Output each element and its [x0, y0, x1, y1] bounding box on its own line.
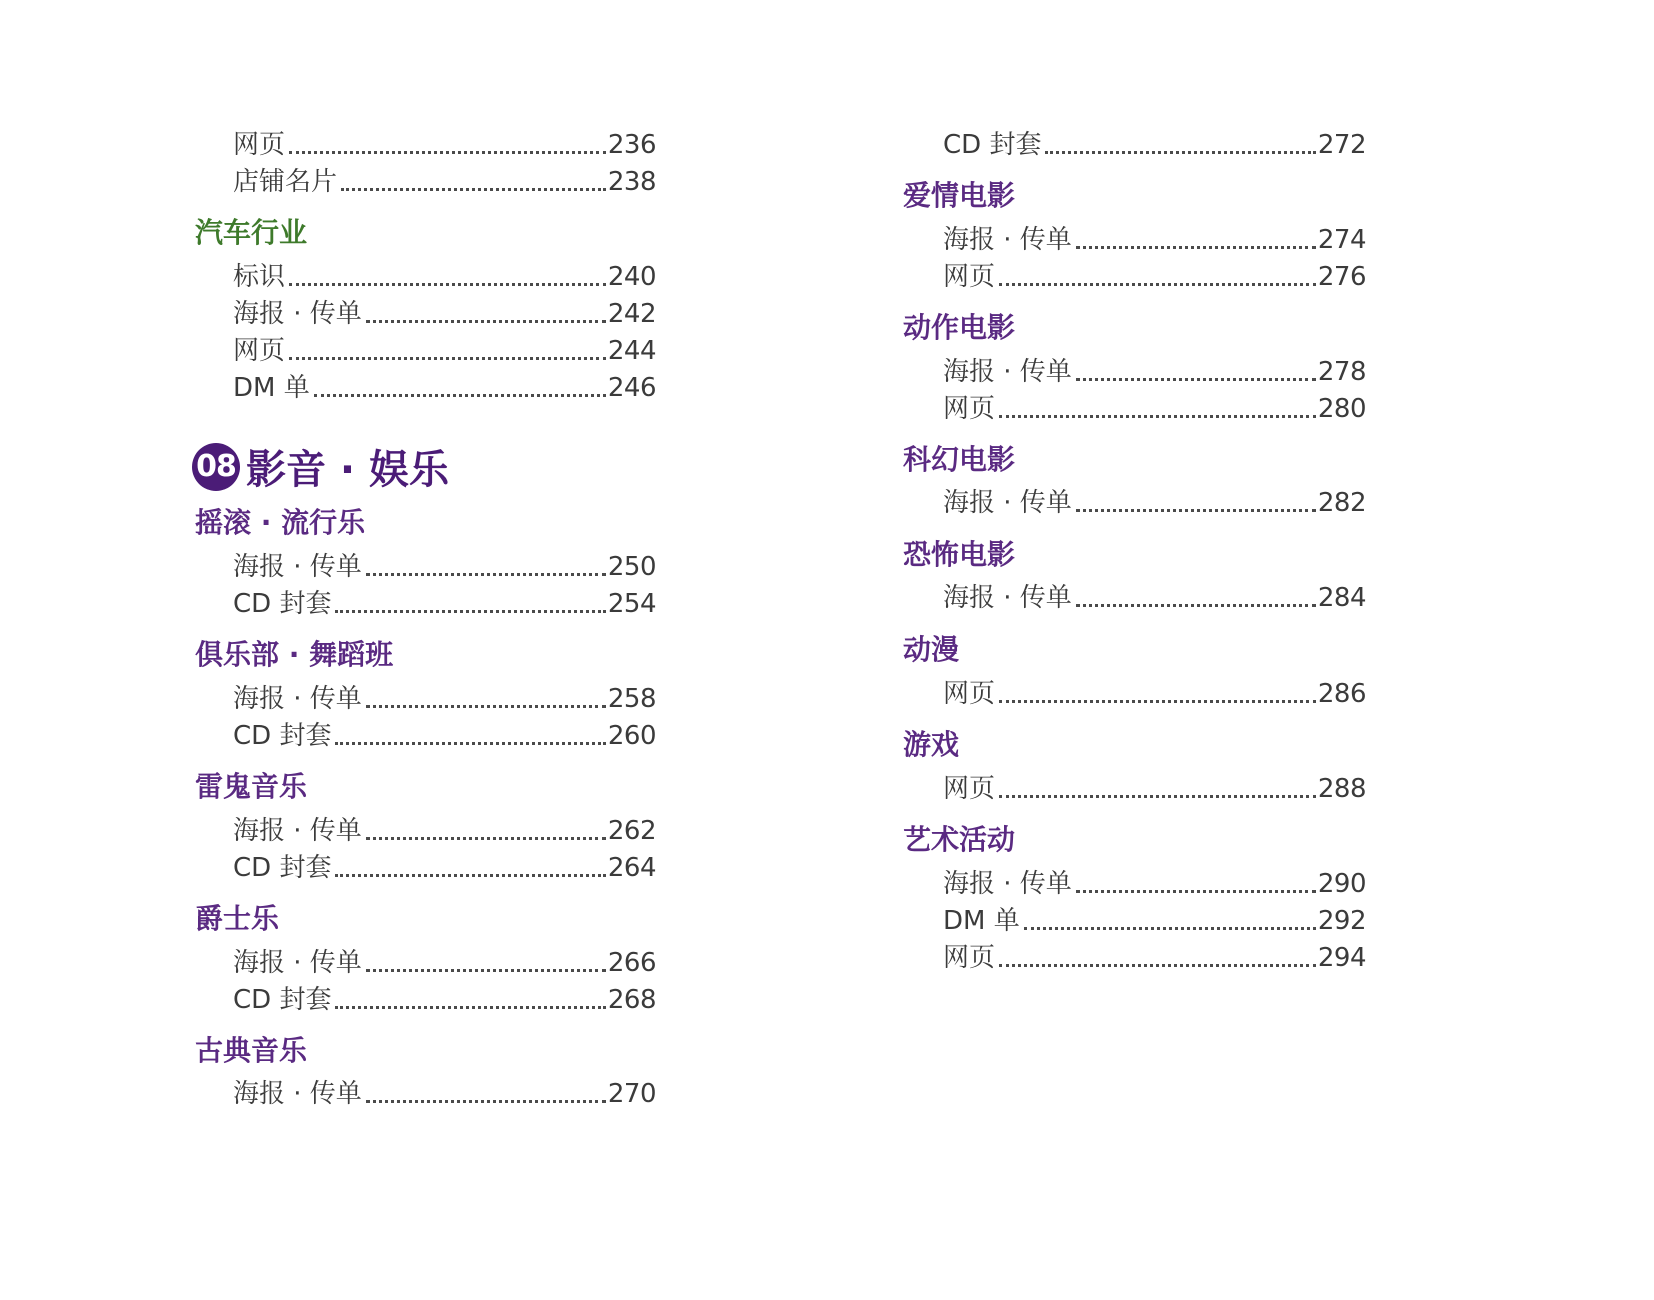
toc-page-number: 268	[607, 985, 656, 1015]
toc-page-number: 290	[1317, 869, 1366, 899]
toc-entry[interactable]	[943, 124, 1366, 160]
toc-entry-label: 海报 · 传单	[943, 869, 1072, 899]
toc-entry[interactable]	[943, 256, 1366, 292]
toc-page-number: 288	[1317, 774, 1366, 804]
dot-leader	[289, 357, 606, 360]
toc-entry-label: 海报 · 传单	[233, 1079, 362, 1109]
section-heading: 科幻电影	[903, 443, 1016, 476]
toc-entry[interactable]	[233, 678, 656, 714]
toc-page-number: 264	[607, 853, 656, 883]
chapter-number-badge: 08	[192, 443, 240, 491]
section-heading: 摇滚 · 流行乐	[195, 506, 366, 539]
toc-entry[interactable]	[943, 673, 1366, 709]
section-heading: 雷鬼音乐	[195, 770, 308, 803]
toc-entry-label: CD 封套	[233, 985, 332, 1015]
dot-leader	[289, 151, 606, 154]
toc-entry[interactable]	[943, 388, 1366, 424]
toc-entry[interactable]	[943, 900, 1366, 936]
toc-entry[interactable]	[943, 482, 1366, 518]
dot-leader	[335, 610, 605, 613]
toc-entry-label: 海报 · 传单	[233, 948, 362, 978]
toc-entry-label: CD 封套	[233, 721, 332, 751]
dot-leader	[341, 188, 606, 191]
toc-page-number: 274	[1317, 225, 1366, 255]
section-heading: 动作电影	[903, 311, 1016, 344]
toc-entry[interactable]	[943, 937, 1366, 973]
toc-entry-label: 海报 · 传单	[233, 816, 362, 846]
toc-entry[interactable]	[943, 219, 1366, 255]
dot-leader	[366, 320, 606, 323]
dot-leader	[999, 283, 1316, 286]
toc-entry[interactable]	[233, 330, 656, 366]
section-heading: 游戏	[903, 728, 960, 761]
dot-leader	[289, 283, 606, 286]
toc-entry[interactable]	[233, 942, 656, 978]
dot-leader	[999, 964, 1316, 967]
toc-entry-label: 网页	[233, 130, 286, 160]
toc-entry[interactable]	[233, 847, 656, 883]
toc-page-number: 286	[1317, 679, 1366, 709]
toc-entry-label: 海报 · 传单	[943, 583, 1072, 613]
dot-leader	[366, 1100, 606, 1103]
toc-entry[interactable]	[233, 715, 656, 751]
toc-entry[interactable]	[943, 577, 1366, 613]
section-heading: 古典音乐	[195, 1034, 308, 1067]
dot-leader	[335, 742, 605, 745]
chapter-title: 影音 · 娱乐	[246, 447, 450, 493]
section-heading: 动漫	[903, 633, 960, 666]
toc-entry-label: 海报 · 传单	[233, 299, 362, 329]
toc-entry-label: CD 封套	[943, 130, 1042, 160]
toc-entry-label: 海报 · 传单	[943, 357, 1072, 387]
toc-entry[interactable]	[943, 351, 1366, 387]
toc-page-number: 240	[607, 262, 656, 292]
dot-leader	[335, 1006, 605, 1009]
toc-page-number: 246	[607, 373, 656, 403]
toc-entry-label: 网页	[233, 336, 286, 366]
toc-entry-label: DM 单	[233, 373, 310, 403]
toc-entry[interactable]	[233, 293, 656, 329]
section-heading: 汽车行业	[195, 216, 308, 249]
dot-leader	[1045, 151, 1315, 154]
dot-leader	[999, 415, 1316, 418]
toc-entry[interactable]	[233, 367, 656, 403]
toc-entry[interactable]	[233, 546, 656, 582]
toc-page-number: 270	[607, 1079, 656, 1109]
toc-entry-label: 店铺名片	[233, 167, 338, 197]
toc-page-number: 236	[607, 130, 656, 160]
dot-leader	[1076, 246, 1316, 249]
dot-leader	[999, 700, 1316, 703]
dot-leader	[1076, 378, 1316, 381]
toc-page-number: 254	[607, 589, 656, 619]
toc-page-number: 294	[1317, 943, 1366, 973]
dot-leader	[1076, 890, 1316, 893]
section-heading: 爵士乐	[195, 902, 280, 935]
toc-entry[interactable]	[233, 979, 656, 1015]
toc-entry[interactable]	[943, 768, 1366, 804]
toc-entry-label: 海报 · 传单	[943, 225, 1072, 255]
toc-page-number: 266	[607, 948, 656, 978]
section-heading: 恐怖电影	[903, 538, 1016, 571]
toc-page-number: 244	[607, 336, 656, 366]
toc-page-number: 276	[1317, 262, 1366, 292]
toc-entry[interactable]	[233, 256, 656, 292]
toc-entry-label: 网页	[943, 679, 996, 709]
toc-entry-label: CD 封套	[233, 853, 332, 883]
toc-entry-label: 标识	[233, 262, 286, 292]
dot-leader	[999, 795, 1316, 798]
toc-entry-label: 海报 · 传单	[233, 684, 362, 714]
toc-page-number: 282	[1317, 488, 1366, 518]
toc-page-number: 262	[607, 816, 656, 846]
toc-page-number: 250	[607, 552, 656, 582]
toc-page-number: 280	[1317, 394, 1366, 424]
dot-leader	[366, 969, 606, 972]
toc-page-number: 238	[607, 167, 656, 197]
toc-entry-label: 海报 · 传单	[233, 552, 362, 582]
dot-leader	[1076, 604, 1316, 607]
dot-leader	[314, 394, 606, 397]
toc-entry-label: CD 封套	[233, 589, 332, 619]
toc-page-number: 284	[1317, 583, 1366, 613]
section-heading: 爱情电影	[903, 179, 1016, 212]
toc-entry-label: 网页	[943, 943, 996, 973]
toc-entry-label: 海报 · 传单	[943, 488, 1072, 518]
chapter-heading	[192, 438, 449, 495]
toc-page-number: 242	[607, 299, 656, 329]
toc-entry-label: DM 单	[943, 906, 1020, 936]
dot-leader	[366, 837, 606, 840]
toc-page-number: 260	[607, 721, 656, 751]
dot-leader	[335, 874, 605, 877]
toc-entry[interactable]	[233, 810, 656, 846]
toc-entry[interactable]	[233, 124, 656, 160]
dot-leader	[366, 573, 606, 576]
section-heading: 艺术活动	[903, 823, 1016, 856]
toc-page-number: 278	[1317, 357, 1366, 387]
toc-entry-label: 网页	[943, 262, 996, 292]
dot-leader	[366, 705, 606, 708]
toc-page-number: 258	[607, 684, 656, 714]
toc-entry-label: 网页	[943, 774, 996, 804]
dot-leader	[1024, 927, 1316, 930]
toc-entry[interactable]	[233, 161, 656, 197]
toc-entry[interactable]	[233, 583, 656, 619]
toc-entry[interactable]	[233, 1073, 656, 1109]
dot-leader	[1076, 509, 1316, 512]
toc-page-number: 272	[1317, 130, 1366, 160]
toc-page-number: 292	[1317, 906, 1366, 936]
toc-entry-label: 网页	[943, 394, 996, 424]
toc-entry[interactable]	[943, 863, 1366, 899]
section-heading: 俱乐部 · 舞蹈班	[195, 638, 394, 671]
